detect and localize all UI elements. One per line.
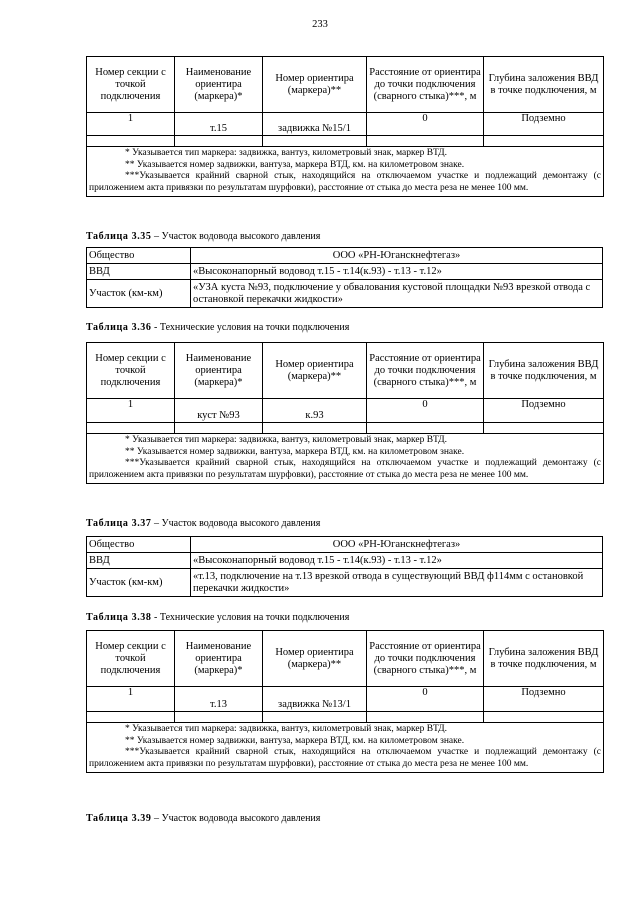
empty-cell (484, 423, 604, 434)
site-label-section: Участок (км-км) (87, 569, 191, 597)
caption-label: Таблица 3.37 (86, 518, 152, 529)
site-label-section: Участок (км-км) (87, 280, 191, 308)
caption-text: - Технические условия на точки подключения (151, 322, 350, 333)
header-distance: Расстояние от ориентира до точки подключения (сварного стыка)***, м (367, 57, 484, 113)
empty-cell (87, 136, 175, 147)
empty-cell (484, 136, 604, 147)
caption-text: – Участок водовода высокого давления (151, 231, 321, 242)
cell-distance: 0 (367, 687, 484, 712)
caption-label: Таблица 3.36 (86, 322, 152, 333)
site-value-section: «УЗА куста №93, подключение у обвалования кустовой площадки №93 врезкой отвода с остановкой перекачки жидкости» (191, 280, 603, 308)
header-marker-number: Номер ориентира (маркера)** (263, 343, 367, 399)
cell-depth: Подземно (484, 113, 604, 136)
site-value-company: ООО «РН-Юганскнефтегаз» (191, 248, 603, 264)
footnote-1: * Указывается тип маркера: задвижка, вантуз, километровый знак, маркер ВТД. (125, 148, 448, 158)
cell-marker-number: к.93 (263, 399, 367, 423)
caption-text: – Участок водовода высокого давления (151, 813, 321, 824)
footnotes (87, 723, 604, 773)
header-marker-number: Номер ориентира (маркера)** (263, 631, 367, 687)
caption-table-3-35 (86, 231, 320, 243)
empty-cell (87, 423, 175, 434)
tech-conditions-table-1 (86, 56, 603, 197)
empty-cell (263, 423, 367, 434)
cell-marker-number: задвижка №13/1 (263, 687, 367, 712)
site-value-section: «т.13, подключение на т.13 врезкой отвода в существующий ВВД ф114мм с остановкой перекачки жидкости» (191, 569, 603, 597)
caption-label: Таблица 3.35 (86, 231, 152, 242)
page-number: 233 (312, 19, 328, 30)
caption-text: – Участок водовода высокого давления (151, 518, 321, 529)
footnote-3: ***Указывается крайний сварной стык, находящийся на отключаемом участке и подлежащий демонтажу (с приложением акта привязки по результатам шурфовки), расстояние от стыка до места реза не менее 100 мм. (89, 747, 601, 769)
footnote-3: ***Указывается крайний сварной стык, находящийся на отключаемом участке и подлежащий демонтажу (с приложением акта привязки по результатам шурфовки), расстояние от стыка до места реза не менее 100 мм. (89, 171, 601, 193)
header-distance: Расстояние от ориентира до точки подключения (сварного стыка)***, м (367, 343, 484, 399)
caption-label: Таблица 3.39 (86, 813, 152, 824)
caption-label: Таблица 3.38 (86, 612, 152, 623)
header-marker-number: Номер ориентира (маркера)** (263, 57, 367, 113)
footnote-2: ** Указывается номер задвижки, вантуза, маркера ВТД, км. на километровом знаке. (125, 735, 465, 746)
footnote-1: * Указывается тип маркера: задвижка, вантуз, километровый знак, маркер ВТД. (125, 724, 448, 734)
cell-depth: Подземно (484, 687, 604, 712)
empty-cell (175, 136, 263, 147)
site-label-pipeline: ВВД (87, 553, 191, 569)
header-marker-name: Наименование ориентира (маркера)* (175, 343, 263, 399)
header-depth: Глубина заложения ВВД в точке подключения, м (484, 631, 604, 687)
header-marker-name: Наименование ориентира (маркера)* (175, 57, 263, 113)
tech-conditions-table-2 (86, 342, 603, 484)
header-distance: Расстояние от ориентира до точки подключения (сварного стыка)***, м (367, 631, 484, 687)
footnote-2: ** Указывается номер задвижки, вантуза, маркера ВТД, км. на километровом знаке. (125, 446, 465, 457)
caption-table-3-36 (86, 322, 349, 334)
footnote-3: ***Указывается крайний сварной стык, находящийся на отключаемом участке и подлежащий демонтажу (с приложением акта привязки по результатам шурфовки), расстояние от стыка до места реза не менее 100 мм. (89, 458, 601, 480)
empty-cell (484, 712, 604, 723)
header-section: Номер секции с точкой подключения (87, 57, 175, 113)
site-value-pipeline: «Высоконапорный водовод т.15 - т.14(к.93) - т.13 - т.12» (191, 264, 603, 280)
header-depth: Глубина заложения ВВД в точке подключения, м (484, 343, 604, 399)
footnote-2: ** Указывается номер задвижки, вантуза, маркера ВТД, км. на километровом знаке. (125, 159, 465, 170)
cell-section: 1 (87, 113, 175, 136)
empty-cell (263, 712, 367, 723)
caption-table-3-38 (86, 612, 349, 624)
caption-text: - Технические условия на точки подключения (151, 612, 350, 623)
caption-table-3-37 (86, 518, 320, 530)
caption-table-3-39 (86, 813, 320, 825)
site-table-1 (86, 247, 603, 308)
footnotes (87, 434, 604, 484)
cell-marker-name: т.13 (175, 687, 263, 712)
empty-cell (175, 712, 263, 723)
cell-marker-name: т.15 (175, 113, 263, 136)
site-label-company: Общество (87, 248, 191, 264)
cell-depth: Подземно (484, 399, 604, 423)
cell-marker-number: задвижка №15/1 (263, 113, 367, 136)
footnote-1: * Указывается тип маркера: задвижка, вантуз, километровый знак, маркер ВТД. (125, 435, 448, 445)
site-label-pipeline: ВВД (87, 264, 191, 280)
header-depth: Глубина заложения ВВД в точке подключения, м (484, 57, 604, 113)
empty-cell (175, 423, 263, 434)
cell-marker-name: куст №93 (175, 399, 263, 423)
footnotes (87, 147, 604, 197)
site-value-pipeline: «Высоконапорный водовод т.15 - т.14(к.93) - т.13 - т.12» (191, 553, 603, 569)
cell-section: 1 (87, 687, 175, 712)
header-marker-name: Наименование ориентира (маркера)* (175, 631, 263, 687)
empty-cell (263, 136, 367, 147)
cell-section: 1 (87, 399, 175, 423)
empty-cell (87, 712, 175, 723)
empty-cell (367, 136, 484, 147)
site-value-company: ООО «РН-Юганскнефтегаз» (191, 537, 603, 553)
tech-conditions-table-3 (86, 630, 603, 773)
header-section: Номер секции с точкой подключения (87, 343, 175, 399)
cell-distance: 0 (367, 113, 484, 136)
empty-cell (367, 712, 484, 723)
header-section: Номер секции с точкой подключения (87, 631, 175, 687)
cell-distance: 0 (367, 399, 484, 423)
empty-cell (367, 423, 484, 434)
site-table-2 (86, 536, 603, 597)
site-label-company: Общество (87, 537, 191, 553)
